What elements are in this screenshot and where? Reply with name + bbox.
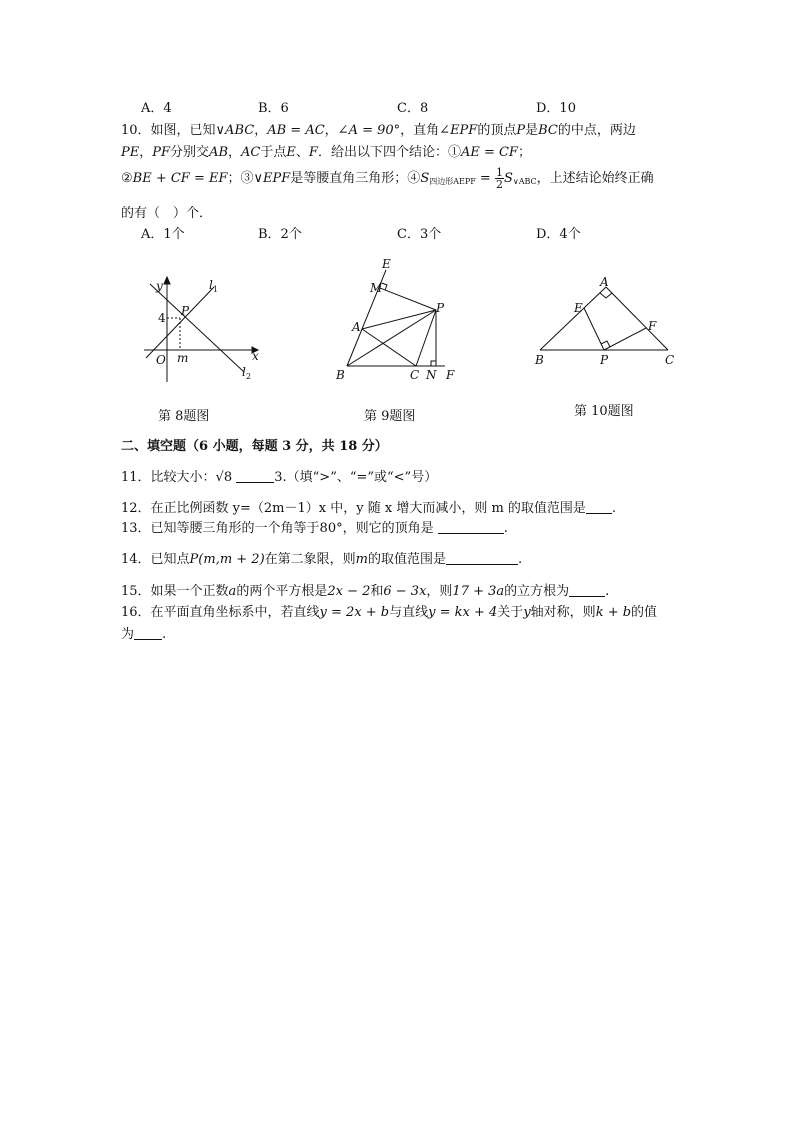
fig9-label-m: M <box>370 281 383 295</box>
answer-blank[interactable] <box>236 470 274 483</box>
q9-option-b: B．6 <box>258 101 289 116</box>
q10-line4: 的有（ ）个． <box>121 206 213 221</box>
q9-option-d: D．10 <box>536 101 576 116</box>
fig10-label-f: F <box>648 319 657 333</box>
fig8-label-m: m <box>177 351 189 365</box>
one-half-fraction: $\frac{1}{2}$ <box>495 166 503 191</box>
q10-option-d: D．4个 <box>536 227 581 242</box>
q10-line2: PE，PF分别交AB，AC于点E、F．给出以下四个结论：①AE = CF； <box>121 145 531 160</box>
fig8-label-l1: l <box>209 278 213 292</box>
figure-9-diagram <box>330 258 460 383</box>
q10-option-c: C．3个 <box>397 227 442 242</box>
q10-option-a: A．1个 <box>141 227 185 242</box>
figure-9-caption: 第 9题图 <box>364 409 416 424</box>
line-p-c <box>416 310 436 366</box>
line-m-p <box>380 288 436 310</box>
fig9-label-e: E <box>382 257 391 271</box>
fig8-label-x: x <box>252 349 259 363</box>
figure-10-caption: 第 10题图 <box>574 404 634 419</box>
fig10-label-b: B <box>535 353 544 367</box>
q13: 13．已知等腰三角形的一个角等于80°，则它的顶角是 . <box>121 521 508 536</box>
answer-blank[interactable] <box>438 521 504 534</box>
q16-line1: 16．在平面直角坐标系中，若直线y = 2x + b与直线y = kx + 4关于y轴对称，则k + b的值 <box>121 605 658 620</box>
q16-line2: 为 . <box>121 627 167 642</box>
figure-8-diagram <box>136 272 266 392</box>
q9-option-a: A．4 <box>141 101 172 116</box>
figure-10-diagram <box>530 272 690 372</box>
q10-line3: ②BE + CF = EF；③∨EPF是等腰直角三角形；$④S_{四边形AEPF}$ = $\frac{1}{2}$ $S_{\vee ABC}$，上述结论始终正确 <box>121 166 654 191</box>
q14: 14．已知点P(m,m + 2)在第二象限，则m的取值范围是 . <box>121 552 523 567</box>
fig9-label-p: P <box>436 301 445 315</box>
fig10-label-a: A <box>600 275 609 289</box>
fig8-label-4: 4 <box>158 311 166 325</box>
y-axis-arrow <box>164 277 170 284</box>
fig8-label-y: y <box>156 279 163 293</box>
q10-option-b: B．2个 <box>258 227 302 242</box>
right-angle-a <box>600 293 612 298</box>
figure-8-caption: 第 8题图 <box>158 409 210 424</box>
fig8-label-o: O <box>156 353 166 367</box>
fig10-label-p: P <box>600 353 609 367</box>
fig9-label-b: B <box>336 368 345 382</box>
fig10-label-e: E <box>574 301 583 315</box>
fig9-label-c: C <box>410 368 420 382</box>
fig8-label-l2: l <box>242 365 246 379</box>
fig8-label-p: P <box>181 304 190 318</box>
right-angle-n <box>431 361 436 366</box>
q12: 12．在正比例函数 y=（2m－1）x 中，y 随 x 增大而减小，则 m 的取值范围是 . <box>121 501 617 516</box>
fig9-label-f: F <box>446 368 455 382</box>
fig9-label-a: A <box>352 320 361 334</box>
fig9-label-n: N <box>426 368 437 382</box>
answer-blank[interactable] <box>569 584 605 597</box>
q11: 11．比较大小：√8 3.（填“>”、“=”或“<”号） <box>121 470 438 485</box>
fig10-label-c: C <box>665 353 675 367</box>
line-a-c <box>362 329 416 366</box>
answer-blank[interactable] <box>446 552 518 565</box>
fig8-label-l2-sub: 2 <box>246 372 252 381</box>
side-a-c <box>606 287 668 350</box>
answer-blank[interactable] <box>134 627 162 640</box>
line-b-p <box>347 310 436 366</box>
q9-option-c: C．8 <box>397 101 429 116</box>
section-2-title: 二、填空题（6 小题，每题 3 分，共 18 分） <box>121 439 388 454</box>
line-a-p <box>362 310 436 329</box>
answer-blank[interactable] <box>586 501 612 514</box>
side-b-a <box>540 287 606 350</box>
fig8-label-l1-sub: 1 <box>213 285 219 294</box>
q10-line1: 10．如图，已知∨ABC，AB = AC，∠A = 90°，直角∠EPF的顶点P是BC的中点，两边 <box>121 123 636 138</box>
q15: 15．如果一个正数a的两个平方根是2x − 2和6 − 3x，则17 + 3a的立方根为 . <box>121 584 610 599</box>
